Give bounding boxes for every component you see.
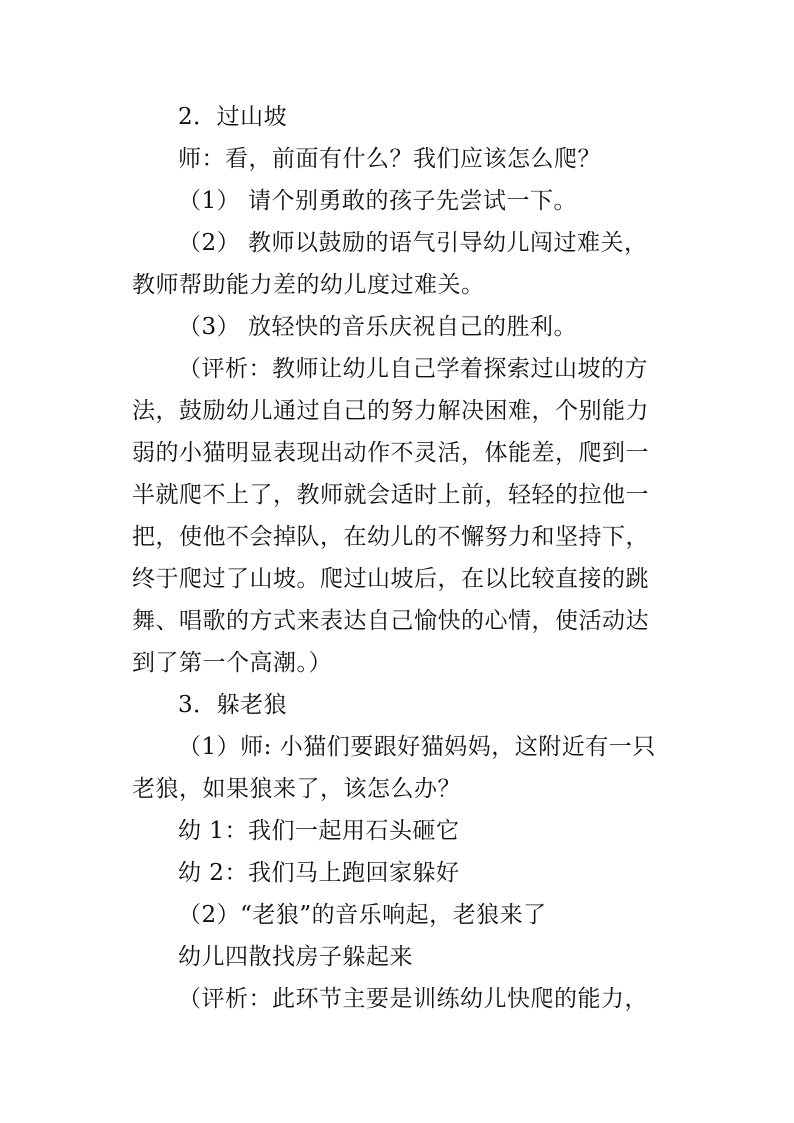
step-3-line: （3） 放轻快的音乐庆祝自己的胜利。 [178,314,577,340]
analysis-line-7: 舞、唱歌的方式来表达自己愉快的心情，使活动达 [132,608,649,634]
step-1-line: （1） 请个别勇敢的孩子先尝试一下。 [178,188,577,214]
analysis-line-final: （评析：此环节主要是训练幼儿快爬的能力， [178,986,648,1012]
section-heading-3: 3．躲老狼 [178,692,288,718]
analysis-line-1: （评析：教师让幼儿自己学着探索过山坡的方 [178,356,648,382]
step-1-dialogue-continuation: 老狼，如果狼来了，该怎么办？ [132,776,461,802]
step-2-music-line: （2）“老狼”的音乐响起，老狼来了 [178,902,547,928]
step-2-line: （2） 教师以鼓励的语气引导幼儿闯过难关， [178,230,648,256]
analysis-line-2: 法，鼓励幼儿通过自己的努力解决困难，个别能力 [132,398,649,424]
child-1-answer: 幼 1：我们一起用石头砸它 [178,818,460,844]
analysis-line-8: 到了第一个高潮。） [132,650,332,676]
analysis-line-6: 终于爬过了山坡。爬过山坡后，在以比较直接的跳 [132,566,649,592]
step-1-dialogue-line: （1）师: 小猫们要跟好猫妈妈，这附近有一只 [178,734,656,760]
teacher-question-line: 师：看，前面有什么？我们应该怎么爬？ [178,146,601,172]
child-2-answer: 幼 2：我们马上跑回家躲好 [178,860,460,886]
step-2-continuation: 教师帮助能力差的幼儿度过难关。 [132,272,485,298]
analysis-line-5: 把，使他不会掉队，在幼儿的不懈努力和坚持下， [132,524,649,550]
analysis-line-3: 弱的小猫明显表现出动作不灵活，体能差，爬到一 [132,440,649,466]
analysis-line-4: 半就爬不上了，教师就会适时上前，轻轻的拉他一 [132,482,649,508]
section-heading-2: 2．过山坡 [178,104,288,130]
children-hide-line: 幼儿四散找房子躲起来 [178,944,413,970]
